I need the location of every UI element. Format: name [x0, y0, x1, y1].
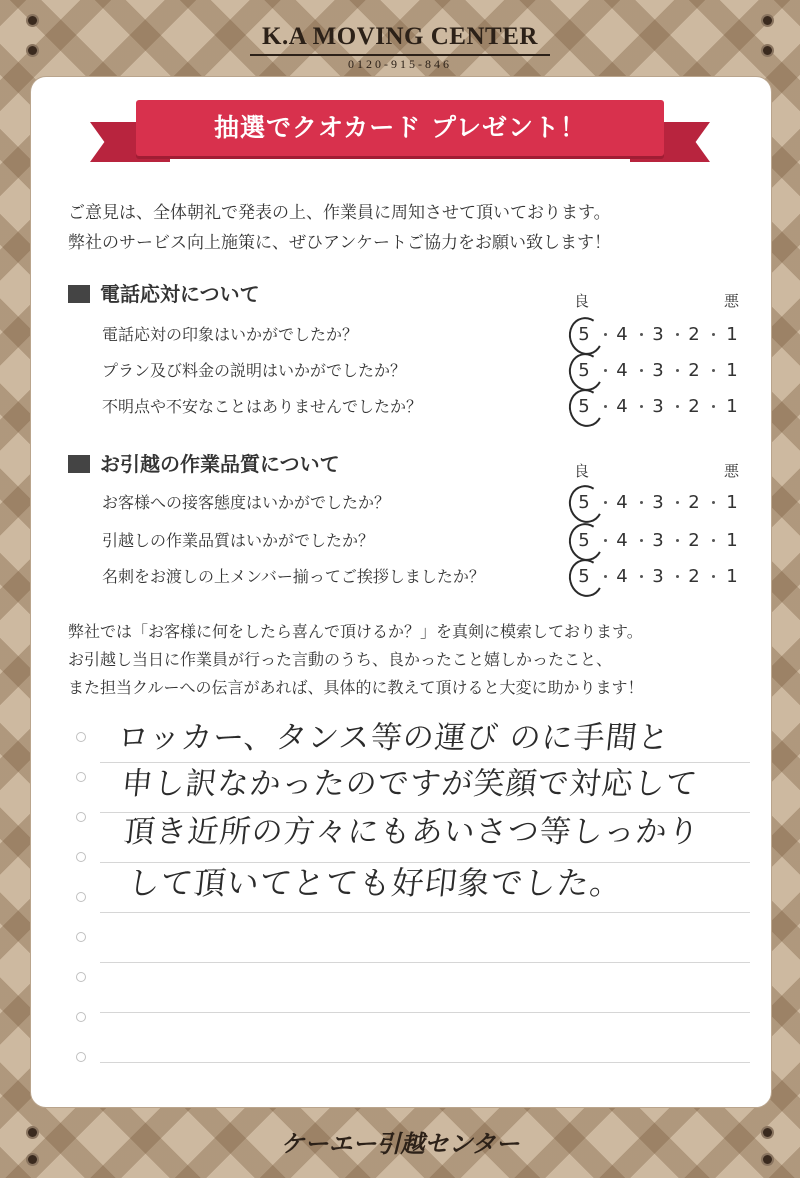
separator-dot — [640, 333, 643, 336]
binder-ring-icon — [76, 972, 86, 982]
binder-ring-icon — [76, 852, 86, 862]
intro-line: 弊社のサービス向上施策に、ぜひアンケートご協力をお願い致します！ — [68, 233, 611, 253]
handwritten-line: して頂いてとても好印象でした。 — [125, 864, 625, 902]
rivet-icon — [763, 46, 772, 55]
separator-dot — [712, 575, 715, 578]
phone-number: 0120-915-846 — [348, 57, 452, 71]
separator-dot — [676, 501, 679, 504]
rating-option[interactable]: 5 — [578, 566, 590, 587]
square-bullet-icon — [68, 455, 90, 473]
rating-option[interactable]: 3 — [652, 324, 664, 345]
separator-dot — [676, 539, 679, 542]
question-text: 電話応対の印象はいかがでしたか？ — [102, 325, 359, 344]
separator-dot — [604, 539, 607, 542]
scale-label-bad: 悪 — [724, 462, 740, 480]
scale-label-good: 良 — [574, 292, 590, 310]
rating-scale[interactable] — [568, 524, 748, 558]
rating-scale[interactable] — [568, 318, 748, 352]
binder-ring-icon — [76, 892, 86, 902]
rating-option[interactable]: 5 — [578, 530, 590, 551]
rating-option[interactable]: 3 — [652, 396, 664, 417]
separator-dot — [676, 405, 679, 408]
handwritten-line: ロッカー、タンス等の運び のに手間と — [115, 720, 672, 756]
selected-circle-icon — [565, 313, 607, 358]
ribbon-banner — [90, 92, 710, 172]
rating-option[interactable]: 1 — [726, 566, 738, 587]
rating-option[interactable]: 5 — [578, 324, 590, 345]
separator-dot — [604, 575, 607, 578]
selected-circle-icon — [565, 385, 607, 430]
scale-label-good: 良 — [574, 462, 590, 480]
rating-option[interactable]: 3 — [652, 492, 664, 513]
rating-option[interactable]: 2 — [688, 530, 700, 551]
question-text: 名刺をお渡しの上メンバー揃ってご挨拶しましたか？ — [102, 567, 485, 586]
rating-scale[interactable] — [568, 486, 748, 520]
separator-dot — [640, 539, 643, 542]
separator-dot — [676, 369, 679, 372]
selected-circle-icon — [565, 519, 607, 564]
rating-option[interactable]: 2 — [688, 360, 700, 381]
rating-option[interactable]: 1 — [726, 396, 738, 417]
rating-scale[interactable] — [568, 560, 748, 594]
separator-dot — [640, 575, 643, 578]
separator-dot — [604, 333, 607, 336]
comment-prompt-line: 弊社では「お客様に何をしたら喜んで頂けるか？」を真剣に模索しております。 — [68, 622, 643, 641]
rating-option[interactable]: 2 — [688, 566, 700, 587]
rating-option[interactable]: 1 — [726, 492, 738, 513]
ruled-line — [100, 912, 750, 913]
rating-scale[interactable] — [568, 390, 748, 424]
comment-prompt-line: また担当クルーへの伝言があれば、具体的に教えて頂けると大変に助かります！ — [68, 678, 644, 697]
rivet-icon — [28, 16, 37, 25]
rating-option[interactable]: 4 — [616, 492, 628, 513]
rating-option[interactable]: 3 — [652, 566, 664, 587]
separator-dot — [604, 405, 607, 408]
separator-dot — [712, 405, 715, 408]
separator-dot — [604, 369, 607, 372]
scale-label-bad: 悪 — [724, 292, 740, 310]
binder-ring-icon — [76, 1012, 86, 1022]
separator-dot — [712, 539, 715, 542]
separator-dot — [676, 333, 679, 336]
rating-option[interactable]: 4 — [616, 360, 628, 381]
binder-ring-icon — [76, 772, 86, 782]
question-text: 不明点や不安なことはありませんでしたか？ — [102, 397, 423, 416]
brand-underline — [250, 54, 550, 56]
rating-scale[interactable] — [568, 354, 748, 388]
rivet-icon — [28, 46, 37, 55]
rating-option[interactable]: 4 — [616, 396, 628, 417]
ruled-line — [100, 962, 750, 963]
question-text: プラン及び料金の説明はいかがでしたか？ — [102, 361, 407, 380]
binder-ring-icon — [76, 932, 86, 942]
section-title: 電話応対について — [68, 280, 260, 308]
rating-option[interactable]: 5 — [578, 360, 590, 381]
header — [0, 0, 800, 78]
selected-circle-icon — [565, 481, 607, 526]
rating-option[interactable]: 1 — [726, 324, 738, 345]
comment-prompt-line: お引越し当日に作業員が行った言動のうち、良かったこと嬉しかったこと、 — [68, 650, 613, 669]
ruled-line — [100, 1012, 750, 1013]
square-bullet-icon — [68, 285, 90, 303]
rating-option[interactable]: 2 — [688, 396, 700, 417]
rating-option[interactable]: 1 — [726, 530, 738, 551]
selected-circle-icon — [565, 349, 607, 394]
rivet-icon — [763, 16, 772, 25]
binder-ring-icon — [76, 812, 86, 822]
brand-name: K.A MOVING CENTER — [262, 23, 538, 50]
separator-dot — [640, 369, 643, 372]
separator-dot — [640, 405, 643, 408]
intro-line: ご意見は、全体朝礼で発表の上、作業員に周知させて頂いております。 — [68, 203, 611, 223]
rating-option[interactable]: 3 — [652, 530, 664, 551]
rating-option[interactable]: 4 — [616, 530, 628, 551]
ruled-line — [100, 1062, 750, 1063]
separator-dot — [712, 333, 715, 336]
rating-option[interactable]: 2 — [688, 492, 700, 513]
rating-option[interactable]: 4 — [616, 566, 628, 587]
question-text: お客様への接客態度はいかがでしたか？ — [102, 493, 391, 512]
separator-dot — [676, 575, 679, 578]
ribbon-title: 抽選でクオカード プレゼント！ — [136, 100, 664, 156]
separator-dot — [712, 369, 715, 372]
rating-option[interactable]: 2 — [688, 324, 700, 345]
handwritten-line: 申し訳なかったのですが笑顔で対応して — [119, 766, 700, 802]
binder-ring-icon — [76, 732, 86, 742]
rating-option[interactable]: 3 — [652, 360, 664, 381]
separator-dot — [604, 501, 607, 504]
separator-dot — [712, 501, 715, 504]
separator-dot — [640, 501, 643, 504]
question-text: 引越しの作業品質はいかがでしたか？ — [102, 531, 375, 550]
rating-option[interactable]: 1 — [726, 360, 738, 381]
footer-company-name: ケーエー引越センター — [280, 1130, 520, 1158]
rating-option[interactable]: 5 — [578, 492, 590, 513]
handwritten-line: 頂き近所の方々にもあいさつ等しっかり — [121, 814, 702, 850]
section-title: お引越の作業品質について — [68, 450, 340, 478]
footer — [0, 1118, 800, 1168]
binder-ring-icon — [76, 1052, 86, 1062]
rating-option[interactable]: 4 — [616, 324, 628, 345]
selected-circle-icon — [565, 555, 607, 600]
rating-option[interactable]: 5 — [578, 396, 590, 417]
